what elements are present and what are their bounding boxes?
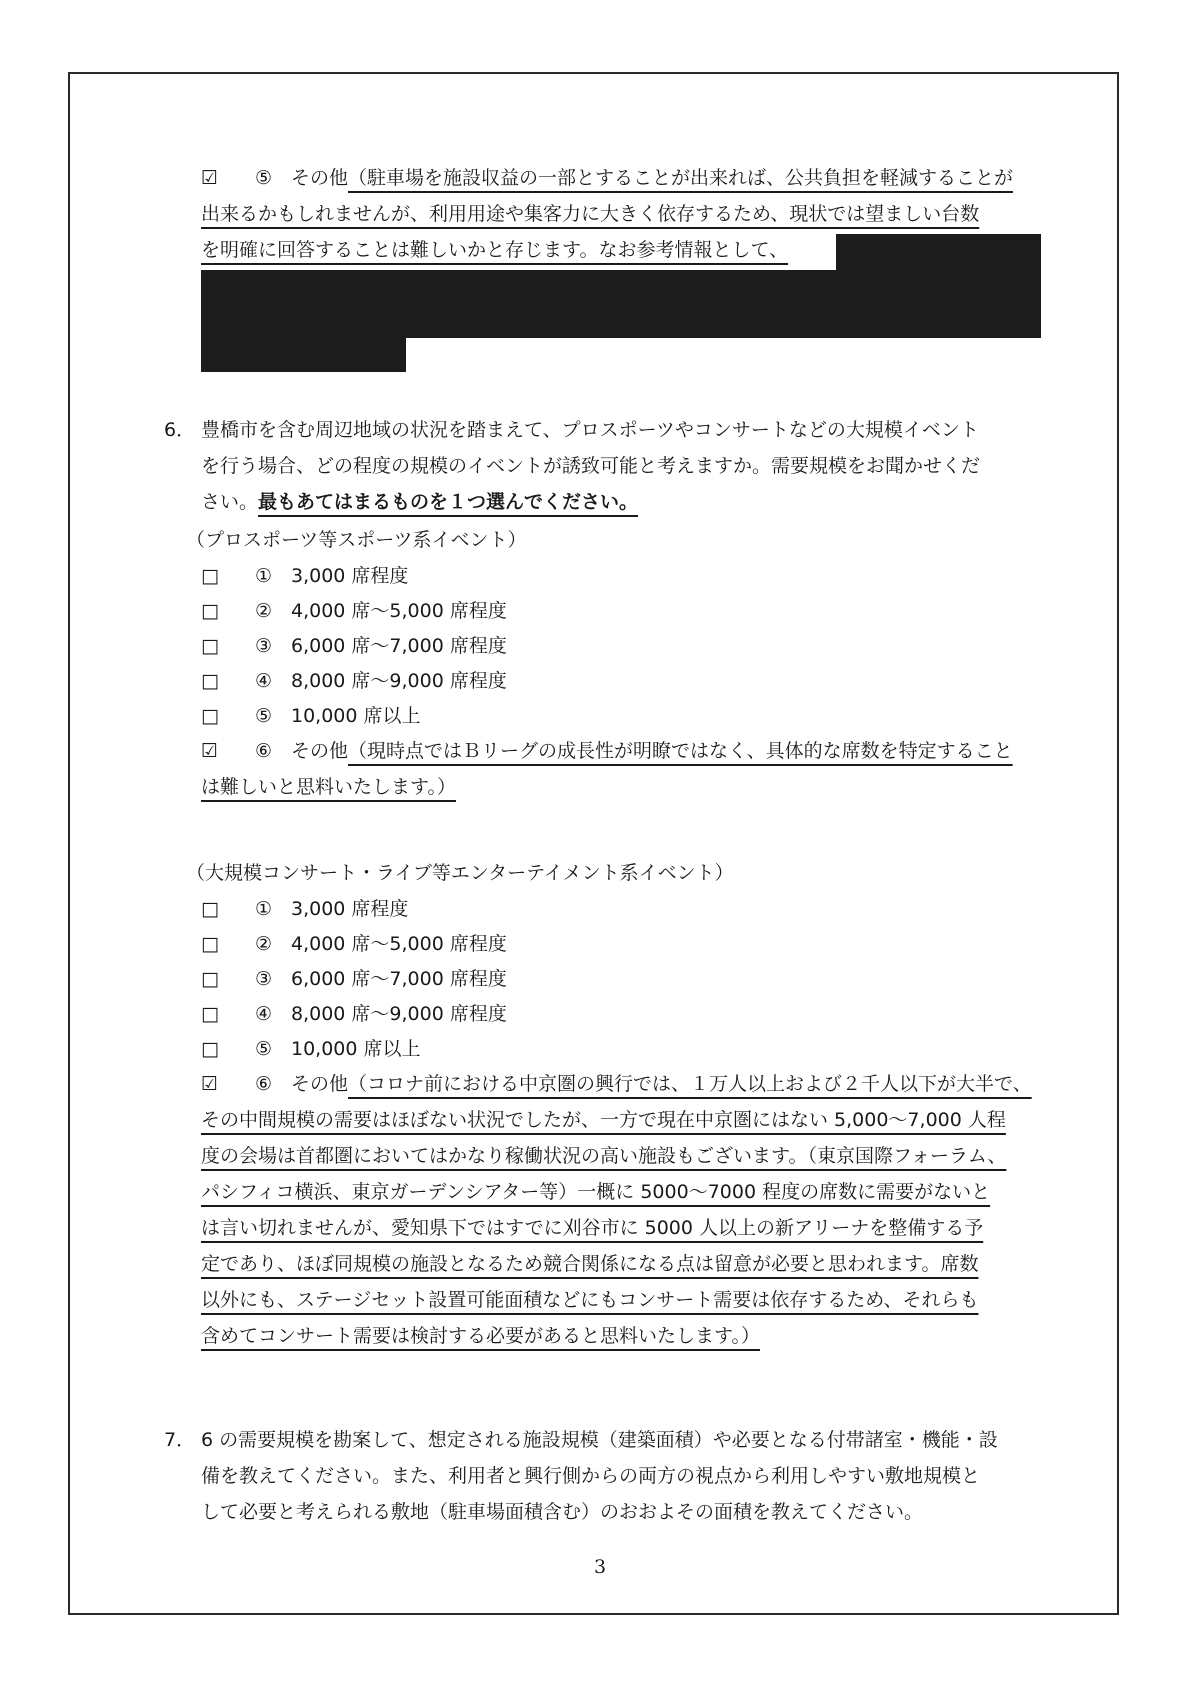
- option-number: ③: [255, 635, 273, 657]
- answer-text: （駐車場を施設収益の一部とすることが出来れば、公共負担を軽減することが: [348, 167, 1014, 189]
- checkbox-unchecked-icon[interactable]: □: [201, 565, 219, 587]
- checkbox-unchecked-icon[interactable]: □: [201, 968, 219, 990]
- option-number: ①: [255, 565, 273, 587]
- q7-text-line-2: 備を教えてください。また、利用者と興行側からの両方の視点から利用しやすい敷地規模と: [201, 1465, 981, 1487]
- q6-text-line-3: [201, 484, 638, 520]
- sports-option-other: [201, 733, 1013, 769]
- q6-instruction: 最もあてはまるものを１つ選んでください。: [258, 491, 639, 513]
- concert-other-line-2: その中間規模の需要はほぼない状況でしたが、一方で現在中京圏にはない 5,000～7,000 人程: [201, 1109, 1006, 1131]
- checkbox-unchecked-icon[interactable]: □: [201, 1038, 219, 1060]
- q5-other-line-1: [201, 160, 1013, 196]
- option-label: 8,000 席～9,000 席程度: [291, 670, 507, 692]
- option-label: 10,000 席以上: [291, 705, 421, 727]
- concert-other-line-5: は言い切れませんが、愛知県下ではすでに刈谷市に 5000 人以上の新アリーナを整備する予: [201, 1217, 984, 1239]
- option-number: ⑤: [255, 705, 273, 727]
- option-number: ⑤: [255, 1038, 273, 1060]
- q6-text-prefix: さい。: [201, 491, 259, 513]
- option-label: 8,000 席～9,000 席程度: [291, 1003, 507, 1025]
- q6-number: 6．: [164, 419, 196, 441]
- concert-option-5: [201, 1031, 421, 1067]
- answer-text: （コロナ前における中京圏の興行では、１万人以上および２千人以下が大半で、: [348, 1073, 1032, 1095]
- concert-other-line-8: 含めてコンサート需要は検討する必要があると思料いたします。）: [201, 1325, 760, 1347]
- concert-option-2: [201, 926, 507, 962]
- sports-option-3: [201, 628, 507, 664]
- q6-text-line-1: 豊橋市を含む周辺地域の状況を踏まえて、プロスポーツやコンサートなどの大規模イベント: [201, 419, 979, 441]
- checkbox-unchecked-icon[interactable]: □: [201, 705, 219, 727]
- checkbox-checked-icon: ☑: [201, 167, 219, 189]
- option-number: ⑥: [255, 1073, 273, 1095]
- sports-option-1: [201, 558, 408, 594]
- checkbox-unchecked-icon[interactable]: □: [201, 600, 219, 622]
- q5-other-line-3: を明確に回答することは難しいかと存じます。なお参考情報として、: [201, 239, 789, 261]
- option-number: ④: [255, 670, 273, 692]
- checkbox-checked-icon[interactable]: ☑: [201, 740, 219, 762]
- option-label: その他: [291, 167, 349, 189]
- sports-section-heading: （プロスポーツ等スポーツ系イベント）: [186, 529, 527, 551]
- option-number: ①: [255, 898, 273, 920]
- answer-text: （現時点ではＢリーグの成長性が明瞭ではなく、具体的な席数を特定すること: [348, 740, 1013, 762]
- checkbox-unchecked-icon[interactable]: □: [201, 670, 219, 692]
- option-number: ②: [255, 933, 273, 955]
- option-label: 10,000 席以上: [291, 1038, 421, 1060]
- q7-text-line-1: 6 の需要規模を勘案して、想定される施設規模（建築面積）や必要となる付帯諸室・機能・設: [201, 1429, 998, 1451]
- concert-option-other: [201, 1066, 1032, 1102]
- option-label: 6,000 席～7,000 席程度: [291, 968, 507, 990]
- redaction-block: [201, 270, 1041, 338]
- concert-option-4: [201, 996, 507, 1032]
- redaction-block: [836, 234, 1041, 274]
- page-number: 3: [593, 1556, 607, 1578]
- q6-text-line-2: を行う場合、どの程度の規模のイベントが誘致可能と考えますか。需要規模をお聞かせくだ: [201, 455, 981, 477]
- checkbox-checked-icon[interactable]: ☑: [201, 1073, 219, 1095]
- checkbox-unchecked-icon[interactable]: □: [201, 898, 219, 920]
- sports-option-2: [201, 593, 507, 629]
- option-label: その他: [291, 740, 349, 762]
- option-number: ③: [255, 968, 273, 990]
- option-label: 4,000 席～5,000 席程度: [291, 933, 507, 955]
- q7-number: 7．: [164, 1429, 196, 1451]
- redaction-block: [201, 334, 406, 372]
- option-number: ④: [255, 1003, 273, 1025]
- option-label: 6,000 席～7,000 席程度: [291, 635, 507, 657]
- option-label: 3,000 席程度: [291, 898, 409, 920]
- concert-other-line-6: 定であり、ほぼ同規模の施設となるため競合関係になる点は留意が必要と思われます。席数: [201, 1253, 979, 1275]
- q5-other-line-2: 出来るかもしれませんが、利用用途や集客力に大きく依存するため、現状では望ましい台数: [201, 203, 980, 225]
- sports-option-4: [201, 663, 507, 699]
- option-number: ⑤: [255, 167, 273, 189]
- option-label: その他: [291, 1073, 349, 1095]
- option-number: ②: [255, 600, 273, 622]
- q7-text-line-3: して必要と考えられる敷地（駐車場面積含む）のおおよその面積を教えてください。: [201, 1501, 924, 1523]
- option-label: 3,000 席程度: [291, 565, 409, 587]
- checkbox-unchecked-icon[interactable]: □: [201, 933, 219, 955]
- concert-option-1: [201, 891, 408, 927]
- sports-option-5: [201, 698, 421, 734]
- option-number: ⑥: [255, 740, 273, 762]
- checkbox-unchecked-icon[interactable]: □: [201, 1003, 219, 1025]
- concert-section-heading: （大規模コンサート・ライブ等エンターテイメント系イベント）: [186, 862, 734, 884]
- option-label: 4,000 席～5,000 席程度: [291, 600, 507, 622]
- sports-other-line-2: は難しいと思料いたします。）: [201, 776, 456, 798]
- concert-option-3: [201, 961, 507, 997]
- checkbox-unchecked-icon[interactable]: □: [201, 635, 219, 657]
- concert-other-line-4: パシフィコ横浜、東京ガーデンシアター等）一概に 5000～7000 程度の席数に需要がないと: [201, 1181, 991, 1203]
- concert-other-line-7: 以外にも、ステージセット設置可能面積などにもコンサート需要は依存するため、それらも: [201, 1289, 979, 1311]
- concert-other-line-3: 度の会場は首都圏においてはかなり稼働状況の高い施設もございます。（東京国際フォーラム、: [201, 1145, 1007, 1167]
